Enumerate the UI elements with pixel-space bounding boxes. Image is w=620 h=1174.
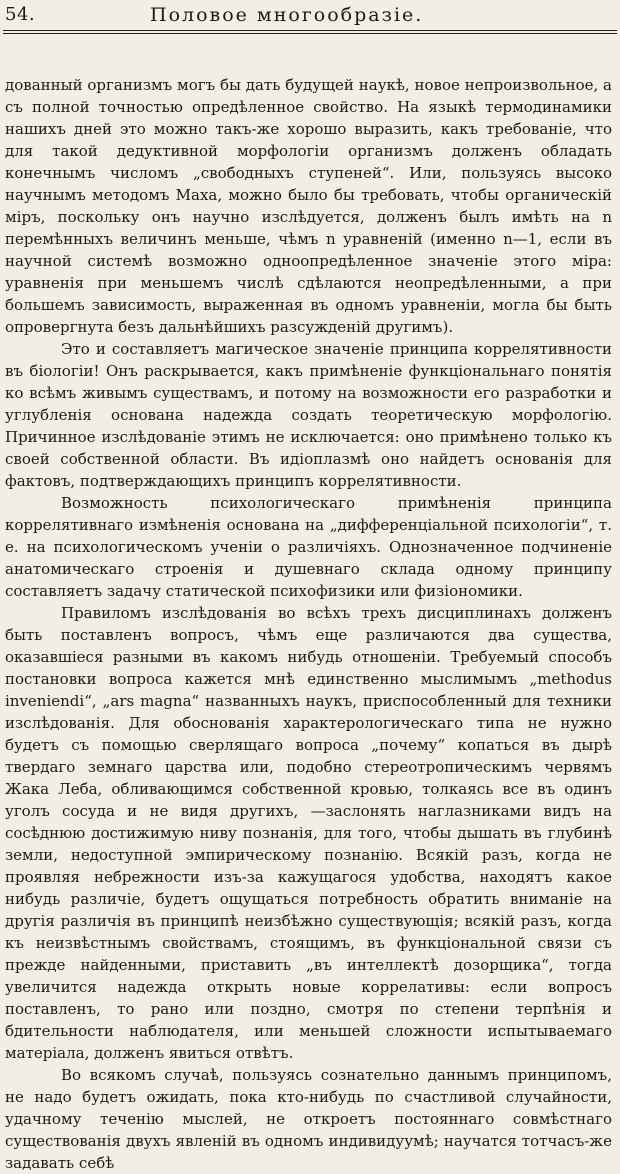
paragraph-4: Правиломъ изслѣдованія во всѣхъ трехъ дисциплинахъ долженъ быть поставленъ вопросъ, чѣмъ еще различаются два существа, оказавшіеся разными въ какомъ нибудь отношеніи. Требуемый способъ постановки вопроса кажется мнѣ единственно мыслимымъ „methodus inveniendi“, „ars magna“ названныхъ наукъ, приспособленный для техники изслѣдованія. Для обоснованія характерологическаго типа не нужно будетъ съ помощью сверлящаго вопроса „почему“ копаться въ дырѣ твердаго земнаго царства или, подобно стереотропическимъ червямъ Жака Леба, обливающимся собственной кровью, толкаясь все въ одинъ уголъ сосуда и не видя другихъ, —заслонять наглазниками видъ на сосѣднюю достижимую ниву познанія, для того, чтобы дышать въ глубинѣ земли, недоступной эмпирическому познанію. Всякій разъ, когда не проявляя небрежности изъ-за кажущагося удобства, находятъ какое нибудь различіе, будетъ ощущаться потребность обратить вниманіе на другія различія въ принципѣ неизбѣжно существующія; всякій разъ, когда къ неизвѣстнымъ свойствамъ, стоящимъ, въ функціональной связи съ прежде найденными, приставить „въ интеллектѣ дозорщика“, тогда увеличится надежда открыть новые коррелативы: если вопросъ поставленъ, то рано или поздно, смотря по степени терпѣнія и бдительности наблюдателя, или меньшей сложности испытываемаго матеріала, долженъ явиться отвѣтъ. — [5, 604, 612, 1062]
running-title: Половое многообразіе. — [150, 4, 424, 26]
paragraph-3: Возможность психологическаго примѣненія принципа коррелятивнаго измѣненія основана на „дифференціальной психологіи“, т. е. на психологическомъ ученіи о различіяхъ. Однозначенное подчиненіе анатомическаго строенія и душевнаго склада одному принципу составляетъ задачу статической психофизики или физіономики. — [5, 494, 612, 600]
body-text — [5, 74, 612, 1174]
page-header — [0, 4, 620, 30]
header-rule-bottom — [3, 33, 617, 34]
page-number: 54. — [5, 4, 36, 25]
paragraph-5: Во всякомъ случаѣ, пользуясь сознательно даннымъ принципомъ, не надо будетъ ожидать, пока кто-нибудь по счастливой случайности, удачному теченію мыслей, не откроетъ постояннаго совмѣстнаго существованія двухъ явленій въ одномъ индивидуумѣ; научатся тотчасъ-же задавать себѣ — [5, 1066, 612, 1172]
header-rule-top — [3, 30, 617, 31]
paragraph-1: дованный организмъ могъ бы дать будущей наукѣ, новое непроизвольное, а съ полной точностью опредѣленное свойство. На языкѣ термодинамики нашихъ дней это можно такъ-же хорошо выразить, какъ требованіе, что для такой дедуктивной морфологіи организмъ долженъ обладать конечнымъ числомъ „свободныхъ ступеней“. Или, пользуясь высоко научнымъ методомъ Маха, можно было бы требовать, чтобы органическій міръ, поскольку онъ научно изслѣдуется, долженъ былъ имѣть на n перемѣнныхъ величинъ меньше, чѣмъ n уравненій (именно n—1, если въ научной системѣ возможно однoопредѣленное значеніе этого міра: уравненія при меньшемъ числѣ сдѣлаются неопредѣленными, а при большемъ зависимость, выраженная въ одномъ уравненіи, могла бы быть опровергнута безъ дальнѣйшихъ разсужденій другимъ). — [5, 76, 612, 336]
paragraph-2: Это и составляетъ магическое значеніе принципа коррелятивности въ біологіи! Онъ раскрывается, какъ примѣненіе функціональнаго понятія ко всѣмъ живымъ существамъ, и потому на возможности его разработки и углубленія основана надежда создать теоретическую морфологію. Причинное изслѣдованіе этимъ не исключается: оно примѣнено только къ своей собственной области. Въ идіоплазмѣ оно найдетъ основанія для фактовъ, подтверждающихъ принципъ коррелятивности. — [5, 340, 612, 490]
